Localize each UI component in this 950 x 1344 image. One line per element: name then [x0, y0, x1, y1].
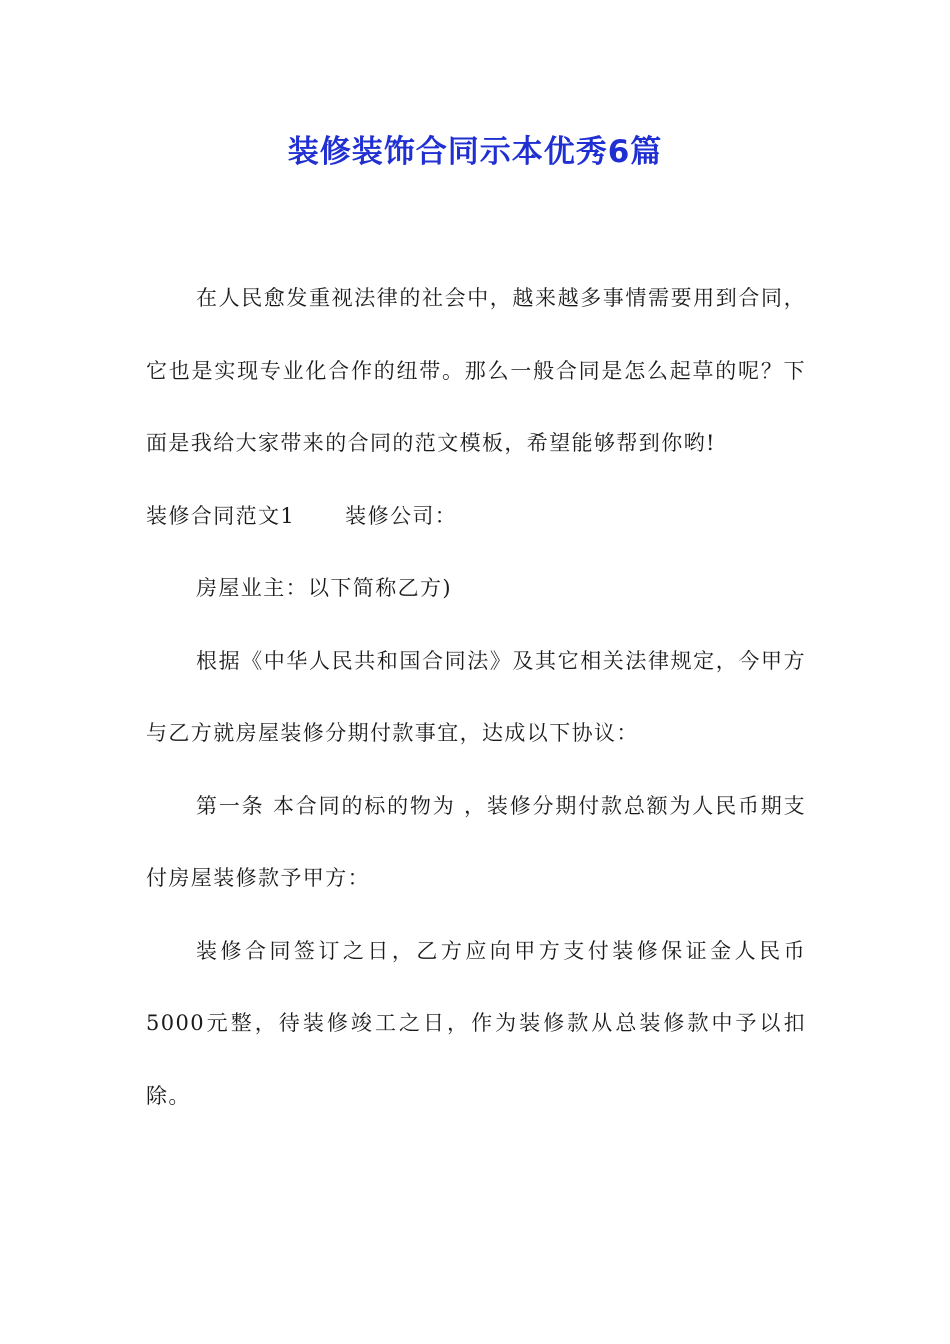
section-heading: 装修合同范文1: [146, 503, 296, 528]
contract-paragraph-1: 根据《中华人民共和国合同法》及其它相关法律规定，今甲方与乙方就房屋装修分期付款事宜，达成以下协议：: [146, 648, 806, 745]
contract-paragraph-3: 装修合同签订之日，乙方应向甲方支付装修保证金人民币5000元整，待装修竣工之日，作为装修款从总装修款中予以扣除。: [146, 938, 806, 1108]
document-title: 装修装饰合同示本优秀6篇: [287, 134, 663, 170]
contract-paragraph-2: 第一条 本合同的标的物为 ，装修分期付款总额为人民币期支付房屋装修款予甲方：: [146, 793, 806, 890]
section-heading-line: [146, 480, 806, 553]
intro-paragraph: 在人民愈发重视法律的社会中，越来越多事情需要用到合同，它也是实现专业化合作的纽带。那么一般合同是怎么起草的呢？下面是我给大家带来的合同的范文模板，希望能够帮到你哟!: [146, 286, 806, 455]
party-b-paragraph: 房屋业主：以下简称乙方): [196, 576, 452, 600]
party-a-label: 装修公司：: [345, 503, 458, 528]
document-body: [146, 262, 806, 1132]
